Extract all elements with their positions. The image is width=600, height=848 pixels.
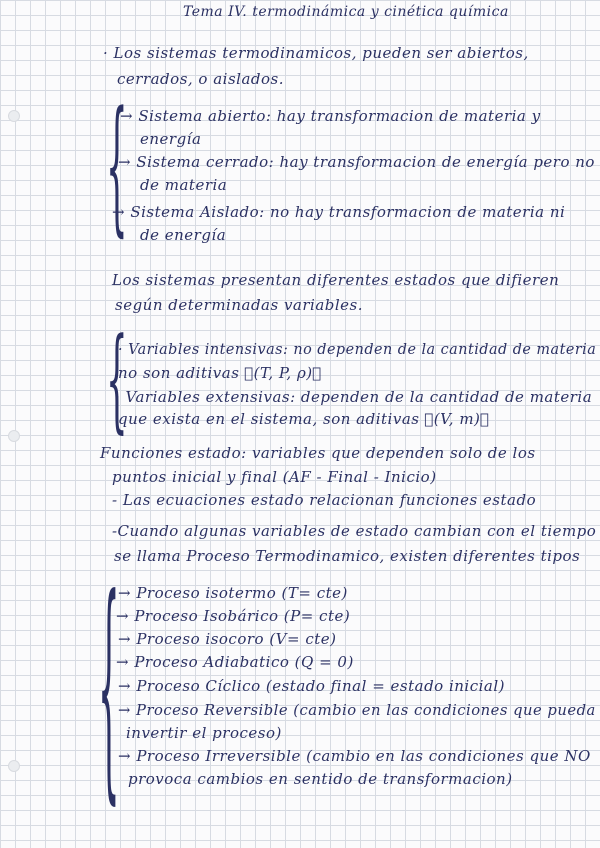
binder-hole	[8, 430, 20, 442]
variables-brace: {	[106, 315, 128, 448]
variable-item: · Variables extensivas: dependen de la cantidad de materia	[115, 388, 593, 406]
process-item: → Proceso Reversible (cambio en las condiciones que pueda	[118, 701, 596, 719]
functions-line: - Las ecuaciones estado relacionan funciones estado	[112, 491, 537, 509]
process-intro-line: se llama Proceso Termodinamico, existen diferentes tipos	[114, 547, 581, 565]
variable-item: · Variables intensivas: no dependen de la cantidad de materia	[118, 340, 597, 358]
system-item: energía	[140, 130, 202, 148]
processes-brace: {	[98, 551, 120, 831]
process-intro-line: -Cuando algunas variables de estado cambian con el tiempo	[112, 522, 597, 540]
intro-line: · Los sistemas termodinamicos, pueden ser abiertos,	[103, 44, 529, 62]
states-line: Los sistemas presentan diferentes estados que difieren	[112, 271, 560, 289]
process-item: → Proceso Irreversible (cambio en las condiciones que NO	[118, 747, 591, 765]
system-item: → Sistema cerrado: hay transformacion de energía pero no	[118, 153, 595, 171]
process-item: → Proceso Cíclico (estado final = estado inicial)	[118, 677, 506, 695]
binder-hole	[8, 760, 20, 772]
system-item: de materia	[140, 176, 228, 194]
system-item: de energía	[140, 226, 227, 244]
intro-line: cerrados, o aislados.	[117, 70, 285, 88]
binder-hole	[8, 110, 20, 122]
process-item: → Proceso isotermo (T= cte)	[118, 584, 348, 602]
process-item: → Proceso isocoro (V= cte)	[118, 630, 337, 648]
process-item: → Proceso Isobárico (P= cte)	[116, 607, 351, 625]
functions-line: Funciones estado: variables que dependen solo de los	[100, 444, 536, 462]
system-item: → Sistema abierto: hay transformacion de materia y	[120, 107, 541, 125]
systems-brace: {	[106, 82, 128, 255]
functions-line: puntos inicial y final (AF - Final - Inicio)	[112, 468, 437, 486]
process-item: invertir el proceso)	[126, 724, 282, 742]
states-line: según determinadas variables.	[115, 296, 364, 314]
process-item: provoca cambios en sentido de transformacion)	[128, 770, 513, 788]
system-item: → Sistema Aislado: no hay transformacion de materia ni	[112, 203, 566, 221]
variable-item: que exista en el sistema, son aditivas ⃗(V, m)⃗	[118, 410, 490, 428]
page-title: Tema IV. termodinámica y cinética química	[183, 4, 509, 20]
variable-item: no son aditivas ⃗(T, P, ρ)⃗	[118, 364, 322, 382]
process-item: → Proceso Adiabatico (Q = 0)	[116, 653, 354, 671]
